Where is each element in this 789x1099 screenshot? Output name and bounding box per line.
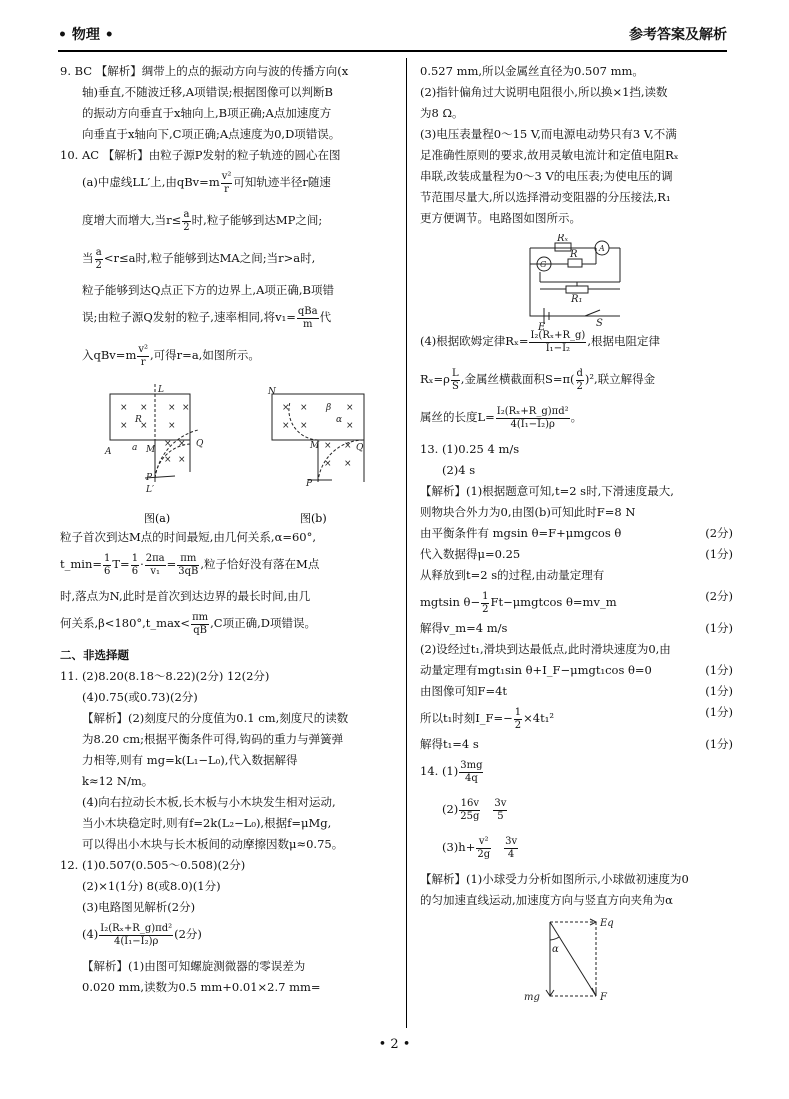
fraction: $\frac{3mg}{4q}$ bbox=[460, 760, 483, 784]
fraction: $\frac{1}{6}$ bbox=[131, 553, 139, 577]
answer-q14 bbox=[420, 760, 733, 1004]
text-line: 12. (1)0.507(0.505～0.508)(2分) bbox=[60, 858, 246, 872]
svg-text:Q: Q bbox=[196, 439, 204, 449]
fraction: $\frac{\text{v²}}{r}$ bbox=[221, 171, 232, 195]
text-line: 的匀加速直线运动,加速度方向与竖直方向夹角为α bbox=[420, 893, 673, 907]
text-line: (3)电路图见解析(2分) bbox=[82, 900, 196, 914]
svg-text:×: × bbox=[344, 441, 352, 451]
text-line: k≈12 N/m。 bbox=[82, 774, 154, 788]
text-line: mgtsin θ− $\frac{1}{2}$ Ft−μmgtcos θ=mv_m (2分) bbox=[420, 589, 733, 615]
svg-text:×: × bbox=[282, 403, 290, 413]
text-line: (3)h+ $\frac{\text{v²}}{2g}$ $\frac{3v}{4}$ bbox=[442, 836, 518, 860]
text-line: 力相等,则有 mg=k(L₁−L₀),代入数据解得 bbox=[82, 753, 298, 767]
text-line: 13. (1)0.25 4 m/s bbox=[420, 442, 520, 456]
text-line: (4)0.75(或0.73)(2分) bbox=[82, 690, 198, 704]
text-line: (2)×1(1分) 8(或8.0)(1分) bbox=[82, 879, 221, 893]
svg-text:×: × bbox=[140, 403, 148, 413]
text-line: 从释放到t=2 s的过程,由动量定理有 bbox=[420, 568, 605, 582]
section-heading: 二、非选择题 bbox=[60, 648, 129, 662]
text-line: (3)电压表量程0～15 V,而电源电动势只有3 V,不满 bbox=[420, 127, 677, 141]
answer-q13 bbox=[420, 444, 733, 760]
text-line: 所以t₁时刻I_F=− $\frac{1}{2}$ ×4t₁² (1分) bbox=[420, 705, 733, 731]
svg-text:×: × bbox=[182, 403, 190, 413]
answer-q12-part4 bbox=[420, 330, 733, 444]
figure-a bbox=[110, 384, 198, 482]
fraction: $\frac{a}{2}$ bbox=[95, 247, 102, 271]
text-line: 串联,改装成量程为0～3 V的电压表;为使电压的调 bbox=[420, 169, 673, 183]
text-line: 何关系,β<180°,t_max< $\frac{\pi m}{qB}$ ,C项正确,D项错误。 bbox=[60, 612, 316, 636]
text-line: 粒子首次到达M点的时间最短,由几何关系,α=60°, bbox=[60, 530, 317, 544]
answer-q12-continued bbox=[420, 66, 733, 234]
fraction: $\frac{3v}{4}$ bbox=[505, 836, 518, 860]
text-line: (2)4 s bbox=[442, 463, 476, 477]
svg-text:×: × bbox=[178, 439, 186, 449]
text-line: 足准确性原则的要求,故用灵敏电流计和定值电阻Rₓ bbox=[420, 148, 679, 162]
text-line: 代入数据得μ=0.25 (1分) bbox=[420, 547, 733, 561]
text-line: 当小木块稳定时,则有f=2k(L₂−L₀),根据f=μMg, bbox=[82, 816, 332, 830]
svg-text:Q: Q bbox=[356, 443, 364, 453]
left-column bbox=[60, 66, 393, 1003]
label-G: G bbox=[540, 260, 547, 269]
circuit-svg bbox=[420, 234, 733, 330]
text-line: 误;由粒子源Q发射的粒子,速率相同,将v₁= qBa m 代 bbox=[82, 306, 332, 330]
text-line: 时,落点为N,此时是首次到达边界的最长时间,由几 bbox=[60, 589, 311, 603]
label-Rx: Rₓ bbox=[557, 234, 569, 244]
text-line: 则物块合外力为0,由图(b)可知此时F=8 N bbox=[420, 505, 636, 519]
svg-text:P: P bbox=[146, 473, 153, 483]
svg-text:×: × bbox=[120, 403, 128, 413]
fraction: $\frac{\pi m}{3qB}$ bbox=[178, 553, 199, 577]
svg-text:×: × bbox=[324, 459, 332, 469]
text-line: 解得v_m=4 m/s (1分) bbox=[420, 621, 733, 635]
text-line: 度增大而增大,当r≤ $\frac{a}{2}$ 时,粒子能够到达MP之间; bbox=[82, 209, 323, 233]
text-line: 由平衡条件有 mgsin θ=F+μmgcos θ (2分) bbox=[420, 526, 733, 540]
label-E: E bbox=[538, 322, 546, 330]
section-title: 参考答案及解析 bbox=[629, 27, 727, 43]
svg-text:×: × bbox=[344, 459, 352, 469]
circuit-diagram bbox=[420, 234, 733, 330]
text-line: (4)根据欧姆定律Rₓ= $\frac{\text{I₂(Rₓ+R\_g)}}{\text{I₁−I₂}}$ ,根据电阻定律 bbox=[420, 330, 660, 354]
label-Eq: Eq bbox=[600, 918, 614, 929]
svg-text:×: × bbox=[120, 421, 128, 431]
fraction: $\frac{\text{v²}}{2g}$ bbox=[477, 836, 491, 860]
text-line: 轴)垂直,不随波迁移,A项错误;根据图像可以判断B bbox=[82, 85, 333, 99]
label-R: R bbox=[570, 249, 578, 260]
subject-title: • 物理 • bbox=[58, 27, 114, 43]
trajectory-figures bbox=[60, 382, 393, 532]
answer-q12 bbox=[60, 860, 393, 1003]
fraction: $\frac{\pi m}{qB}$ bbox=[192, 612, 209, 636]
fraction: $\frac{3v}{5}$ bbox=[494, 798, 507, 822]
text-line: (4) $\frac{\text{I₂(Rₓ+R\_g)πd²}}{\text{4(I₁−I₂)ρ}}$ (2分) bbox=[82, 923, 202, 947]
svg-text:a: a bbox=[132, 443, 138, 453]
text-line: 【解析】(1)由图可知螺旋测微器的零误差为 bbox=[82, 959, 306, 973]
text-line: 属丝的长度L= $\frac{\text{I₂(Rₓ+R\_g)πd²}}{\text{4(I₁−I₂)ρ}}$ 。 bbox=[420, 406, 583, 430]
text-line: 0.527 mm,所以金属丝直径为0.507 mm。 bbox=[420, 64, 644, 78]
fraction: $\frac{\text{I₂(Rₓ+R\_g)πd²}}{\text{4(I₁−I₂)ρ}}$ bbox=[496, 406, 569, 430]
text-line: 9. BC 【解析】绸带上的点的振动方向与波的传播方向(x bbox=[60, 64, 349, 78]
column-divider bbox=[406, 58, 407, 1028]
answer-q10 bbox=[60, 150, 393, 650]
text-line: 0.020 mm,读数为0.5 mm+0.01×2.7 mm= bbox=[82, 980, 321, 994]
fraction: $\frac{L}{S}$ bbox=[451, 368, 459, 392]
text-line: (a)中虚线LL′上,由qBv=m $\frac{\text{v²}}{r}$ 可知轨迹半径r随速 bbox=[82, 171, 331, 195]
svg-text:A: A bbox=[105, 447, 112, 457]
fraction: $\frac{\text{v²}}{r}$ bbox=[138, 344, 149, 368]
text-line: 10. AC 【解析】由粒子源P发射的粒子轨迹的圆心在图 bbox=[60, 148, 341, 162]
svg-text:×: × bbox=[300, 421, 308, 431]
fraction: qBa m bbox=[297, 306, 318, 330]
text-line: 的振动方向垂直于x轴向上,B项正确;A点加速度方 bbox=[82, 106, 332, 120]
text-line: 解得t₁=4 s (1分) bbox=[420, 737, 733, 751]
fraction: $\frac{2\pi a}{\text{v₁}}$ bbox=[145, 553, 165, 577]
label-F: F bbox=[600, 992, 607, 1003]
label-A: A bbox=[599, 244, 605, 253]
text-line: 向垂直于x轴向下,C项正确;A点速度为0,D项错误。 bbox=[82, 127, 341, 141]
fraction: $\frac{1}{2}$ bbox=[514, 707, 522, 731]
text-line: Rₓ=ρ $\frac{L}{S}$ ,金属丝横截面积S=π( $\frac{d}{2}$ )²,联立解得金 bbox=[420, 368, 656, 392]
force-diagram bbox=[420, 916, 733, 1004]
text-line: 为8 Ω。 bbox=[420, 106, 464, 120]
svg-text:L: L bbox=[158, 385, 164, 395]
text-line: (4)向右拉动长木板,长木板与小木块发生相对运动, bbox=[82, 795, 336, 809]
svg-text:×: × bbox=[282, 421, 290, 431]
text-line: 【解析】(1)小球受力分析如图所示,小球做初速度为0 bbox=[420, 872, 689, 886]
fraction: $\frac{d}{2}$ bbox=[576, 368, 583, 392]
label-S: S bbox=[596, 318, 603, 329]
svg-text:β: β bbox=[326, 403, 332, 413]
text-line: 更方便调节。电路图如图所示。 bbox=[420, 211, 581, 225]
svg-text:P: P bbox=[306, 479, 313, 489]
page-header bbox=[58, 22, 727, 52]
text-line: 为8.20 cm;根据平衡条件可得,钩码的重力与弹簧弹 bbox=[82, 732, 344, 746]
svg-text:×: × bbox=[324, 441, 332, 451]
text-line: 当 $\frac{a}{2}$ <r≤a时,粒子能够到达MA之间;当r>a时, bbox=[82, 247, 316, 271]
text-line: 粒子能够到达Q点正下方的边界上,A项正确,B项错 bbox=[82, 283, 334, 297]
text-line: 可以得出小木块与长木板间的动摩擦因数μ≈0.75。 bbox=[82, 837, 344, 851]
fraction: $\frac{1}{2}$ bbox=[482, 591, 489, 615]
fraction: $\frac{\text{I₂(Rₓ+R\_g)}}{\text{I₁−I₂}}$ bbox=[530, 330, 586, 354]
svg-text:×: × bbox=[300, 403, 308, 413]
fraction: $\frac{a}{2}$ bbox=[183, 209, 190, 233]
answer-q9 bbox=[60, 66, 393, 150]
fraction: $\frac{\text{I₂(Rₓ+R\_g)πd²}}{\text{4(I₁−I₂)ρ}}$ bbox=[100, 923, 173, 947]
svg-text:×: × bbox=[346, 421, 354, 431]
svg-text:×: × bbox=[164, 455, 172, 465]
text-line: (2)指针偏角过大说明电阻很小,所以换×1挡,读数 bbox=[420, 85, 668, 99]
figure-a-b-diagram bbox=[60, 382, 393, 532]
text-line: 11. (2)8.20(8.18～8.22)(2分) 12(2分) bbox=[60, 669, 270, 683]
text-line: 14. (1) $\frac{3mg}{4q}$ bbox=[420, 760, 483, 784]
figure-a-caption: 图(a) bbox=[144, 512, 171, 525]
right-column bbox=[420, 66, 733, 1004]
svg-text:×: × bbox=[168, 421, 176, 431]
svg-text:M: M bbox=[310, 441, 320, 451]
fraction: $\frac{1}{6}$ bbox=[104, 553, 111, 577]
text-line: 由图像可知F=4t (1分) bbox=[420, 684, 733, 698]
text-line: t_min= $\frac{1}{6}$ T= $\frac{1}{6}$ · $\frac{2\pi a}{\text{v₁}}$ = $\frac{\pi m}{3qB}$ ,粒子恰好没有落在M点 bbox=[60, 553, 320, 577]
svg-text:×: × bbox=[168, 403, 176, 413]
svg-text:M: M bbox=[146, 445, 156, 455]
label-R1: R₁ bbox=[571, 294, 583, 305]
text-line: 动量定理有mgt₁sin θ+I_F−μmgt₁cos θ=0 (1分) bbox=[420, 663, 733, 677]
text-line: 【解析】(1)根据题意可知,t=2 s时,下滑速度最大, bbox=[420, 484, 674, 498]
svg-text:×: × bbox=[140, 421, 148, 431]
svg-text:×: × bbox=[164, 439, 172, 449]
svg-text:L′: L′ bbox=[146, 485, 155, 495]
svg-text:N: N bbox=[268, 387, 276, 397]
text-line: (2)设经过t₁,滑块到达最低点,此时滑块速度为0,由 bbox=[420, 642, 671, 656]
text-line: 入qBv=m $\frac{\text{v²}}{r}$ ,可得r=a,如图所示。 bbox=[82, 344, 260, 368]
figure-b-caption: 图(b) bbox=[300, 512, 327, 525]
svg-text:R: R bbox=[135, 415, 142, 425]
force-svg bbox=[420, 916, 733, 1004]
svg-text:α: α bbox=[336, 415, 343, 425]
text-line: (2) $\frac{16v}{25g}$ $\frac{3v}{5}$ bbox=[442, 798, 507, 822]
text-line: 节范围尽量大,所以选择滑动变阻器的分压接法,R₁ bbox=[420, 190, 671, 204]
label-mg: mg bbox=[524, 992, 540, 1003]
text-line: 【解析】(2)刻度尺的分度值为0.1 cm,刻度尺的读数 bbox=[82, 711, 349, 725]
fraction: $\frac{16v}{25g}$ bbox=[460, 798, 480, 822]
answer-q11 bbox=[60, 671, 393, 860]
page-number: • 2 • bbox=[378, 1037, 411, 1052]
label-alpha: α bbox=[552, 944, 559, 955]
svg-text:×: × bbox=[178, 455, 186, 465]
svg-text:×: × bbox=[346, 403, 354, 413]
